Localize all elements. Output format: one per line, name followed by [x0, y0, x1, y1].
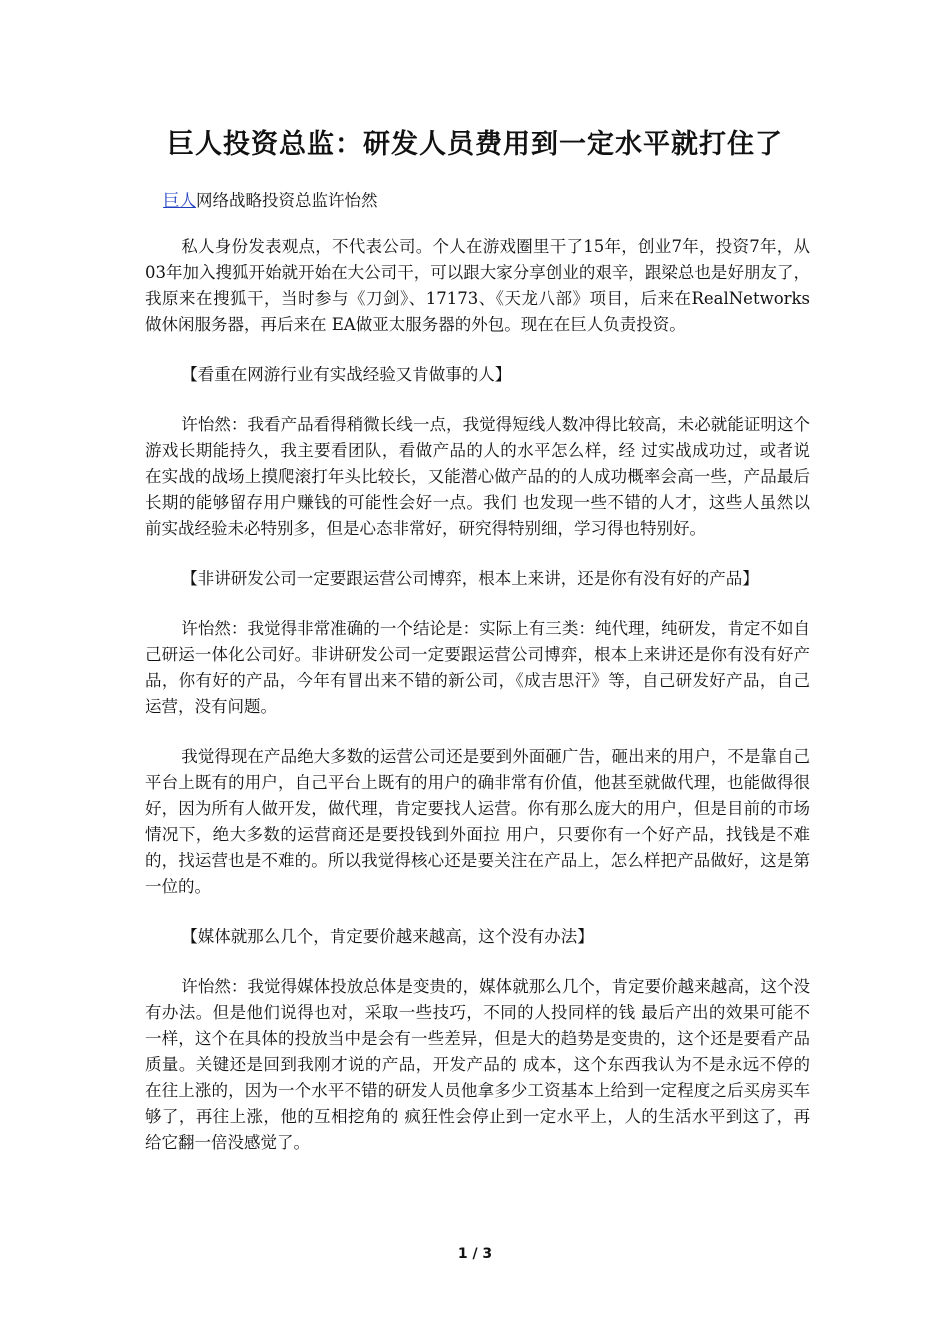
section-heading: 【媒体就那么几个，肯定要价越来越高，这个没有办法】 [181, 927, 594, 946]
paragraph-intro: 私人身份发表观点，不代表公司。个人在游戏圈里干了15年，创业7年，投资7年，从03年加入搜狐开始就开始在大公司干，可以跟大家分享创业的艰辛，跟梁总也是好朋友了，我原来在搜狐干，当时参与《刀剑》、17173、《天龙八部》项目，后来在RealNetworks做休闲服务器，再后来在 EA做亚太服务器的外包。现在在巨人负责投资。 [145, 237, 810, 334]
paragraph: 许怡然：我看产品看得稍微长线一点，我觉得短线人数冲得比较高，未必就能证明这个游戏长期能持久，我主要看团队，看做产品的人的水平怎么样，经 过实战成功过，或者说在实战的战场上摸爬滚打年头比较长，又能潜心做产品的的人成功概率会高一些，产品最后长期的能够留存用户赚钱的可能性会好一点。我们 也发现一些不错的人才，这些人虽然以前实战经验未必特别多，但是心态非常好，研究得特别细，学习得也特别好。 [145, 415, 810, 538]
author-title: 网络战略投资总监许怡然 [196, 191, 378, 210]
page-number: 1 / 3 [457, 1246, 493, 1262]
section-heading: 【非讲研发公司一定要跟运营公司博弈，根本上来讲，还是你有没有好的产品】 [181, 569, 759, 588]
article-body [145, 234, 810, 1180]
paragraph: 我觉得现在产品绝大多数的运营公司还是要到外面砸广告，砸出来的用户，不是靠自己平台上既有的用户，自己平台上既有的用户的确非常有价值，他甚至就做代理，也能做得很好，因为所有人做开发，做代理，肯定要找人运营。你有那么庞大的用户，但是目前的市场情况下，绝大多数的运营商还是要投钱到外面拉 用户，只要你有一个好产品，找钱是不难的，找运营也是不难的。所以我觉得核心还是要关注在产品上，怎么样把产品做好，这是第一位的。 [145, 747, 810, 896]
article-title: 巨人投资总监：研发人员费用到一定水平就打住了 [167, 129, 783, 160]
author-line [163, 188, 378, 214]
section-heading: 【看重在网游行业有实战经验又肯做事的人】 [181, 365, 512, 384]
author-company-link[interactable]: 巨人 [163, 191, 196, 210]
paragraph: 许怡然：我觉得媒体投放总体是变贵的，媒体就那么几个，肯定要价越来越高，这个没有办法。但是他们说得也对，采取一些技巧，不同的人投同样的钱 最后产出的效果可能不一样，这个在具体的投放当中是会有一些差异，但是大的趋势是变贵的，这个还是要看产品质量。关键还是回到我刚才说的产品，开发产品的 成本，这个东西我认为不是永远不停的在往上涨的，因为一个水平不错的研发人员他拿多少工资基本上给到一定程度之后买房买车够了，再往上涨，他的互相挖角的 疯狂性会停止到一定水平上，人的生活水平到这了，再给它翻一倍没感觉了。 [145, 977, 810, 1152]
paragraph: 许怡然：我觉得非常准确的一个结论是：实际上有三类：纯代理，纯研发，肯定不如自己研运一体化公司好。非讲研发公司一定要跟运营公司博弈，根本上来讲还是你有没有好产品，你有好的产品，今年有冒出来不错的新公司，《成吉思汗》等，自己研发好产品，自己运营，没有问题。 [145, 619, 810, 716]
